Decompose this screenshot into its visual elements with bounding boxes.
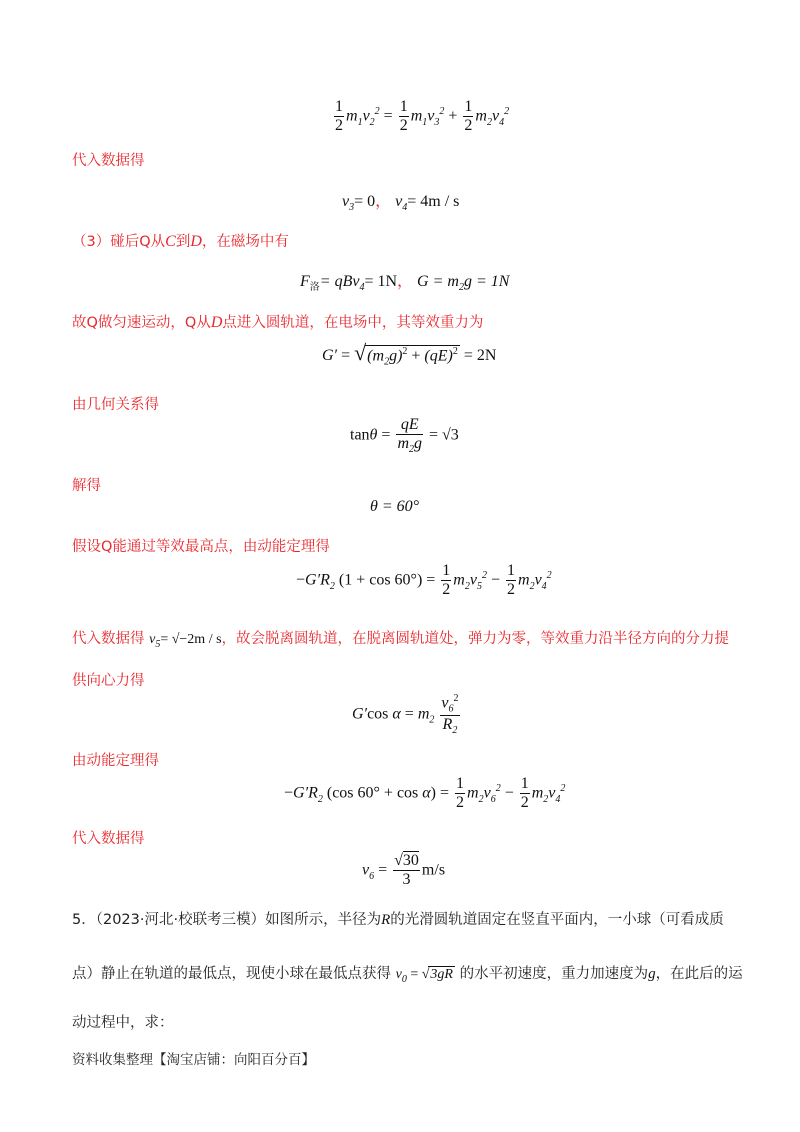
eq2-v4-value: = 4m / s bbox=[407, 193, 460, 210]
initial-velocity-expr: $v_0 = √3gR$ bbox=[395, 967, 453, 985]
point-d-2: D bbox=[210, 314, 223, 331]
problem-5-line2-prefix: 点）静止在轨道的最低点，现使小球在最低点获得 bbox=[72, 966, 391, 982]
inline-v5-value: = √−2m / s bbox=[160, 632, 222, 647]
text-substitute-final: 代入数据得 bbox=[72, 831, 145, 847]
uniform-motion-prefix: 故Q做匀速运动，Q从 bbox=[72, 315, 211, 331]
text-assume-highest: 假设Q能通过等效最高点，由动能定理得 bbox=[72, 539, 330, 555]
text-work-energy-theorem: 由动能定理得 bbox=[72, 753, 159, 769]
equation-energy-conservation: $\frac{1}{2}$ $m_1v_2^2$ = $\frac{1}{2}$ $m_1v_3^2$ + $\frac{1}{2}$ $m_2v_4^2$ bbox=[335, 98, 510, 135]
uniform-motion-suffix: 点进入圆轨道，在电场中，其等效重力为 bbox=[222, 315, 484, 331]
part3-suffix: ，在磁场中有 bbox=[201, 234, 289, 250]
part3-prefix: （3）碰后Q从 bbox=[72, 234, 166, 250]
problem-5-line1 bbox=[72, 908, 724, 929]
problem-5-intro: 5．（2023·河北·校联考三模）如图所示，半径为 bbox=[72, 912, 382, 928]
text-solve: 解得 bbox=[72, 478, 101, 494]
eq3-rhs: = qBv bbox=[319, 273, 360, 290]
eq4-result: = 2N bbox=[463, 347, 497, 364]
equation-centripetal: G′cos $\alpha = m_2$ $\frac{v_6^2}{R_2}$ bbox=[352, 693, 459, 737]
problem-5-intro-cont: 的光滑圆轨道固定在竖直平面内，一小球（可看成质 bbox=[390, 912, 724, 928]
equation-effective-gravity: $G' = √(m_2g)^2 + (qE)^2 = 2N$ bbox=[322, 340, 497, 368]
eq3-gravity: = m bbox=[432, 273, 459, 290]
text-centripetal: 供向心力得 bbox=[72, 673, 145, 689]
eq10-unit: m/s bbox=[421, 861, 446, 879]
problem-5-line2 bbox=[72, 962, 743, 985]
equation-work-energy-2: $-G'R_2$ (cos 60° + cos α) = $\frac{1}{2}$ $m_2v_6^2$ − $\frac{1}{2}$ $m_2v_4^2$ bbox=[284, 775, 566, 812]
text-uniform-motion bbox=[72, 311, 483, 332]
eq3-gravity-value: g = 1N bbox=[463, 273, 510, 290]
radius-symbol: R bbox=[381, 912, 391, 928]
equation-work-energy-1: $-G'R_2$ (1 + cos 60°) = $\frac{1}{2}$ $m_2v_5^2$ − $\frac{1}{2}$ $m_2v_4^2$ bbox=[296, 562, 552, 599]
equation-theta-value: θ = 60° bbox=[370, 498, 420, 515]
inline-v5: $v_5= √-2m / s$ bbox=[149, 632, 222, 650]
problem-5-line2-suffix: ，在此后的运 bbox=[655, 966, 743, 982]
text-part3-heading bbox=[72, 230, 289, 251]
eq3-value: = 1N bbox=[364, 273, 398, 290]
eq5-result: = √3 bbox=[429, 426, 459, 444]
eq2-v3-value: = 0 bbox=[354, 193, 376, 210]
eq3-sep: ， bbox=[397, 273, 414, 290]
equation-tan-theta: tanθ = $\frac{qE}{m_2g}$ = √3 bbox=[350, 416, 459, 456]
problem-5-line2-mid: 的水平初速度，重力加速度为 bbox=[459, 966, 649, 982]
page-footer: 资料收集整理【淘宝店铺：向阳百分百】 bbox=[72, 1052, 315, 1068]
problem-5-line3: 动过程中，求： bbox=[72, 1015, 174, 1031]
detach-suffix: ，故会脱离圆轨道，在脱离圆轨道处，弹力为零，等效重力沿半径方向的分力提 bbox=[221, 631, 730, 647]
text-detach-condition bbox=[72, 627, 729, 650]
equation-v6-result: $v_6$ = $\frac{√30}{3}$ m/s bbox=[362, 852, 446, 889]
point-d: D bbox=[190, 233, 202, 250]
text-geometry: 由几何关系得 bbox=[72, 397, 159, 413]
equation-velocities: $v_3= 0$， $v_4= 4m / s$ bbox=[342, 193, 460, 214]
gravity-symbol: g bbox=[648, 966, 656, 982]
part3-to: 到 bbox=[175, 234, 191, 250]
detach-prefix: 代入数据得 bbox=[72, 631, 145, 647]
equation-lorentz-force: $F_洛= qBv_4= 1N$， $G = m_2g = 1N$ bbox=[300, 273, 510, 294]
point-c: C bbox=[165, 233, 176, 250]
eq2-sep: ， bbox=[375, 193, 392, 210]
text-substitute-1: 代入数据得 bbox=[72, 153, 145, 169]
